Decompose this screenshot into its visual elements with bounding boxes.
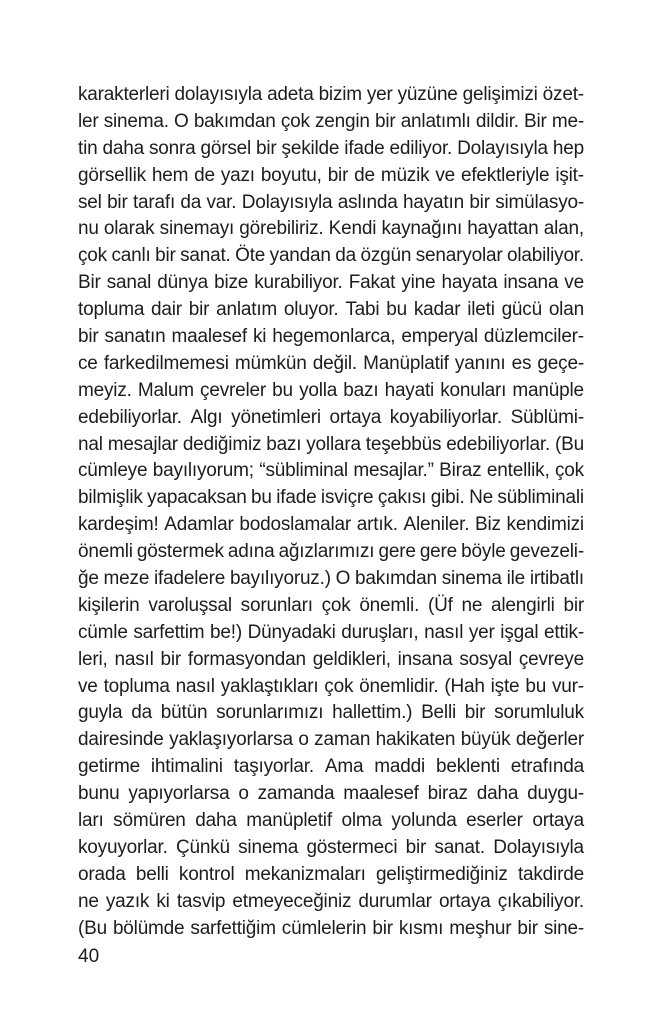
text-line: ce farkedilmemesi mümkün değil. Manüplatif yanını es geçe-: [78, 352, 584, 374]
text-line: orada belli kontrol mekanizmaları geliştirmediğiniz takdirde: [78, 863, 584, 885]
text-line: karakterleri dolayısıyla adeta bizim yer yüzüne gelişimizi özet-: [78, 84, 584, 105]
text-line: kardeşim! Adamlar bodoslamalar artık. Aleniler. Biz kendimizi: [78, 514, 584, 536]
text-line: ler sinema. O bakımdan çok zengin bir anlatımlı dildir. Bir me-: [78, 110, 584, 132]
text-line: bilmişlik yapacaksan bu ifade isviçre çakısı gibi. Ne sübliminali: [78, 487, 584, 509]
text-line: tin daha sonra görsel bir şekilde ifade ediliyor. Dolayısıyla hep: [78, 137, 584, 159]
text-line: cümleye bayılıyorum; “sübliminal mesajlar.” Biraz entellik, çok: [78, 460, 584, 482]
text-line: nu olarak sinemayı görebiliriz. Kendi kaynağını hayattan alan,: [78, 218, 584, 240]
text-line: ları sömüren daha manüpletif olma yolunda eserler ortaya: [78, 810, 584, 832]
text-line: meyiz. Malum çevreler bu yolla bazı hayati konuları manüple: [78, 379, 584, 401]
text-line: cümle sarfettim be!) Dünyadaki duruşları, nasıl yer işgal ettik-: [78, 621, 584, 643]
text-line: koyuyorlar. Çünkü sinema göstermeci bir sanat. Dolayısıyla: [78, 836, 584, 858]
text-line: leri, nasıl bir formasyondan geldikleri, insana sosyal çevreye: [78, 648, 584, 670]
text-line: ne yazık ki tasvip etmeyeceğiniz durumlar ortaya çıkabiliyor.: [78, 890, 584, 912]
text-line: nal mesajlar dediğimiz bazı yollara teşebbüs edebiliyorlar. (Bu: [78, 433, 584, 455]
text-line: Bir sanal dünya bize kurabiliyor. Fakat yine hayata insana ve: [78, 272, 584, 294]
text-line: edebiliyorlar. Algı yönetimleri ortaya koyabiliyorlar. Süblümi-: [78, 406, 584, 428]
text-line: dairesinde yaklaşıyorlarsa o zaman hakikaten büyük değerler: [78, 729, 584, 751]
text-line: görsellik hem de yazı boyutu, bir de müzik ve efektleriyle işit-: [78, 164, 584, 186]
text-line: ve topluma nasıl yaklaştıkları çok önemlidir. (Hah işte bu vur-: [78, 675, 584, 697]
text-line: (Bu bölümde sarfettiğim cümlelerin bir kısmı meşhur bir sine-: [78, 917, 584, 939]
text-line: önemli göstermek adına ağızlarımızı gere gere böyle gevezeli-: [78, 541, 584, 563]
text-line: topluma dair bir anlatım oluyor. Tabi bu kadar ileti gücü olan: [78, 299, 584, 321]
text-line: getirme ihtimalini taşıyorlar. Ama maddi beklenti etrafında: [78, 756, 584, 778]
text-line: guyla da bütün sorunlarımızı hallettim.) Belli bir sorumluluk: [78, 702, 584, 724]
text-line: sel bir tarafı da var. Dolayısıyla aslında hayatın bir simülasyo-: [78, 191, 584, 213]
text-line: çok canlı bir sanat. Öte yandan da özgün senaryolar olabiliyor.: [78, 245, 584, 267]
page-number: 40: [78, 946, 100, 967]
text-line: kişilerin varoluşsal sorunları çok önemli. (Üf ne alengirli bir: [78, 594, 584, 616]
text-line: bir sanatın maalesef ki hegemonlarca, emperyal düzlemciler-: [78, 326, 584, 348]
text-line: bunu yapıyorlarsa o zamanda maalesef biraz daha duygu-: [78, 783, 584, 805]
body-text-paragraph: [78, 82, 584, 943]
text-line: ğe meze ifadelere bayılıyoruz.) O bakımdan sinema ile irtibatlı: [78, 568, 584, 590]
